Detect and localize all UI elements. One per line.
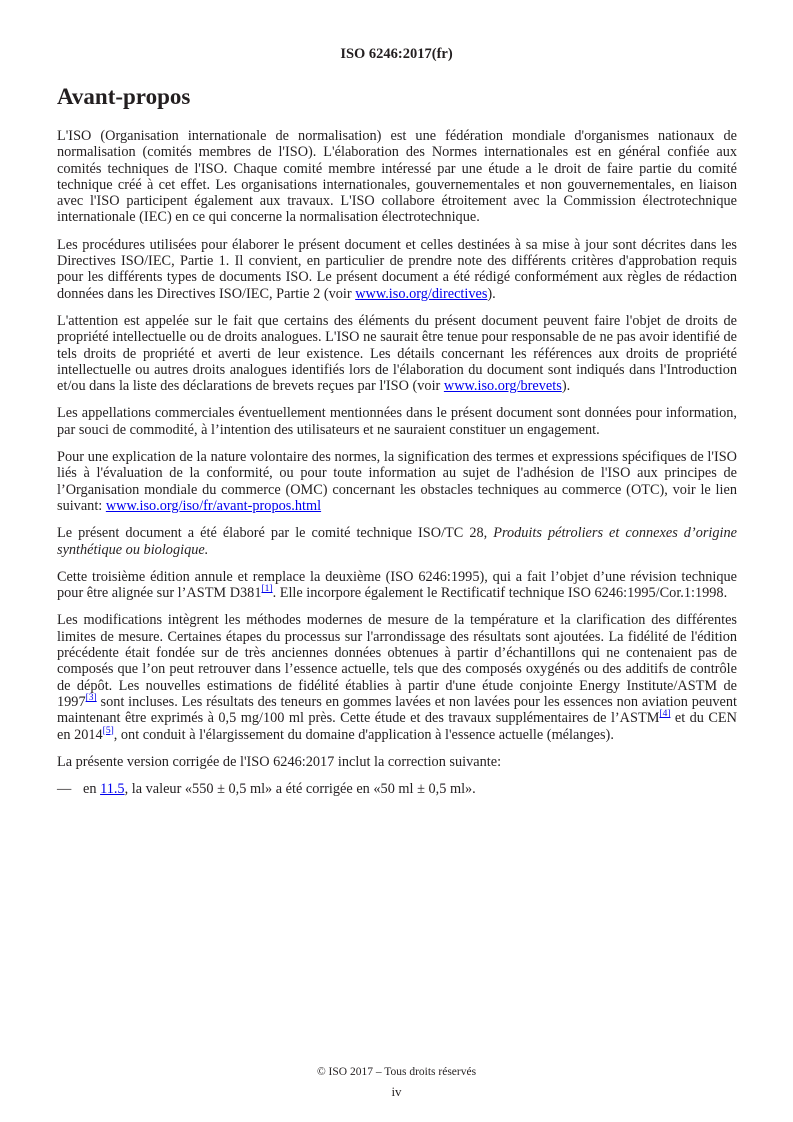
- running-header: ISO 6246:2017(fr): [340, 46, 453, 62]
- reference-link-1[interactable]: [1]: [261, 584, 273, 595]
- directives-link[interactable]: www.iso.org/directives: [355, 285, 488, 302]
- paragraph-trade-names: Les appellations commerciales éventuellement mentionnées dans le présent document sont données pour information, par souci de commodité, à l’intention des utilisateurs et ne sauraient constituer un engagement.: [57, 405, 737, 438]
- list-item-correction: [57, 781, 737, 797]
- text: Cette troisième édition annule et remplace la deuxième (ISO 6246:1995), qui a fait l’objet d’une révision technique pour être alignée sur l’ASTM D381: [57, 568, 737, 602]
- text: ).: [487, 285, 496, 302]
- list-dash: —: [57, 781, 72, 798]
- text: en: [83, 781, 101, 798]
- reference-link-5[interactable]: [5]: [102, 725, 114, 736]
- text: et du CEN en 2014: [57, 710, 737, 743]
- document-body: [57, 128, 737, 808]
- text: sont incluses. Les résultats des teneurs en gommes lavées et non lavées pour les essences non aviation peuvent maintenant être exprimés à 0,5 mg/100 ml près. Cette étude et des travaux supplémentaires de l’ASTM: [57, 693, 737, 727]
- foreword-link[interactable]: www.iso.org/iso/fr/avant-propos.html: [105, 497, 322, 514]
- text: Les modifications intègrent les méthodes modernes de mesure de la température et la clarification des différentes limites de mesure. Certaines étapes du processus sur l'arrondissage des résultats sont ajoutées. La fidélité de l'édition précédente était fondée sur de très anciennes données obtenues à partir d’échantillons qui ne contenaient pas de composés que l’on peut retrouver dans l’essence actuelle, tels que des composés oxygénés ou des additifs de contrôle de dépôt. Les nouvelles estimations de fidélité établies à partir d'une étude conjointe Energy Institute/ASTM de 1997: [57, 612, 737, 710]
- paragraph-iso-intro: L'ISO (Organisation internationale de normalisation) est une fédération mondiale d'organismes nationaux de normalisation (comités membres de l'ISO). L'élaboration des Normes internationales est en général confiée aux comités techniques de l'ISO. Chaque comité membre intéressé par une étude a le droit de faire partie du comité technique créé à cet effet. Les organisations internationales, gouvernementales et non gouvernementales, en liaison avec l'ISO participent également aux travaux. L'ISO collabore étroitement avec la Commission électrotechnique internationale (IEC) en ce qui concerne la normalisation électrotechnique.: [57, 128, 737, 226]
- paragraph-committee: [57, 525, 737, 558]
- page-title: Avant-propos: [57, 84, 191, 109]
- text: Pour une explication de la nature volontaire des normes, la signification des termes et expressions spécifiques de l'ISO liés à l'évaluation de la conformité, ou pour toute information au sujet de l'adhésion de l'ISO aux principes de l’Organisation mondiale du commerce (OMC) concernant les obstacles techniques au commerce (OTC), voir le lien suivant:: [57, 449, 737, 514]
- text: Les procédures utilisées pour élaborer le présent document et celles destinées à sa mise à jour sont décrites dans les Directives ISO/IEC, Partie 1. Il convient, en particulier de prendre note des différents critères d'approbation requis pour les différents types de documents ISO. Le présent document a été rédigé conformément aux règles de rédaction données dans les Directives ISO/IEC, Partie 2 (voir: [57, 236, 737, 302]
- text: , la valeur «550 ± 0,5 ml» a été corrigée en «50 ml ± 0,5 ml».: [124, 781, 476, 798]
- text: Le présent document a été élaboré par le comité technique ISO/TC 28,: [57, 525, 494, 542]
- text: L'attention est appelée sur le fait que certains des éléments du présent document peuvent faire l'objet de droits de propriété intellectuelle ou de droits analogues. L'ISO ne saurait être tenue pour responsable de ne pas avoir identifié de tels droits de propriété et averti de leur existence. Les détails concernant les références aux droits de propriété intellectuelle ou autres droits analogues identifiés lors de l'élaboration du document sont indiqués dans l'Introduction et/ou dans la liste des déclarations de brevets reçues par l'ISO (voir: [57, 312, 737, 395]
- committee-title: Produits pétroliers et connexes d’origine synthétique ou biologique.: [57, 525, 737, 558]
- clause-link-11-5[interactable]: 11.5: [100, 781, 125, 798]
- paragraph-procedures: [57, 237, 737, 302]
- paragraph-voluntary-nature: [57, 449, 737, 514]
- page-number: iv: [391, 1084, 402, 1099]
- footer-copyright: © ISO 2017 – Tous droits réservés: [316, 1066, 477, 1078]
- reference-link-3[interactable]: [3]: [85, 693, 97, 704]
- paragraph-patents: [57, 313, 737, 394]
- text: , ont conduit à l'élargissement du domaine d'application à l'essence actuelle (mélanges).: [113, 726, 614, 743]
- paragraph-modifications: [57, 612, 737, 742]
- reference-link-4[interactable]: [4]: [659, 709, 671, 720]
- paragraph-edition: [57, 569, 737, 602]
- patents-link[interactable]: www.iso.org/brevets: [443, 378, 562, 395]
- text: . Elle incorpore également le Rectificatif technique ISO 6246:1995/Cor.1:1998.: [272, 585, 728, 602]
- paragraph-corrected-version: La présente version corrigée de l'ISO 6246:2017 inclut la correction suivante:: [57, 753, 502, 770]
- text: ).: [561, 378, 571, 395]
